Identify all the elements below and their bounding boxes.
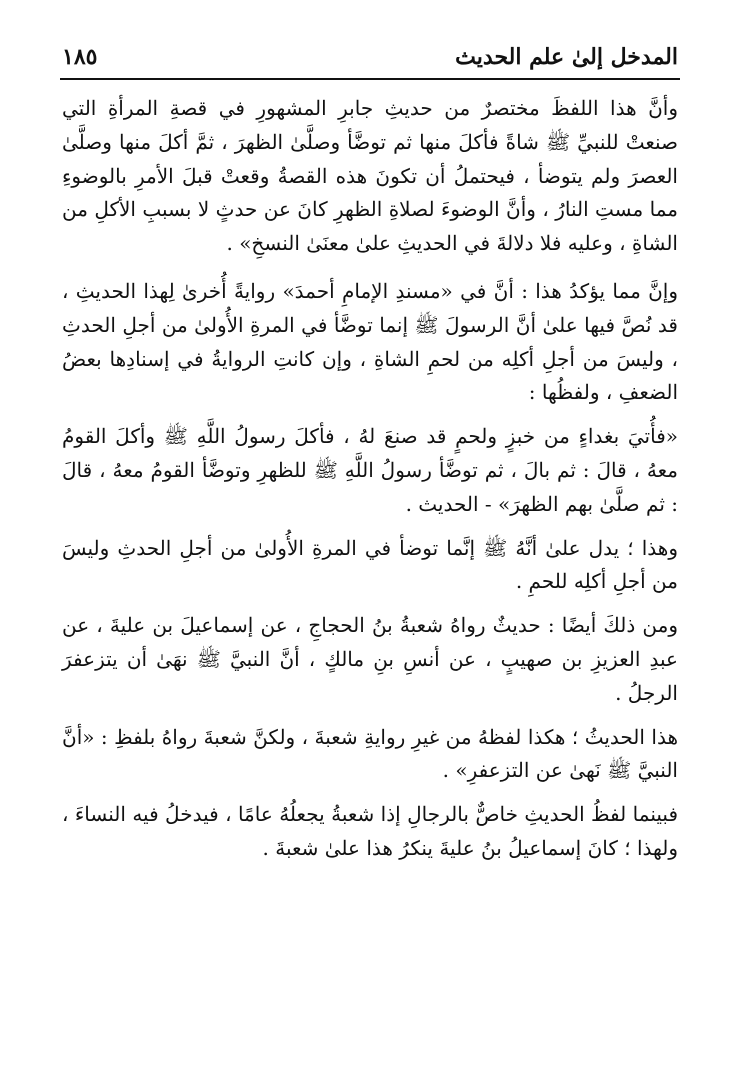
paragraph: ومن ذلكَ أيضًا : حديثٌ رواهُ شعبةُ بنُ الحجاجِ ، عن إسماعيلَ بن عليةَ ، عن عبدِ العزيزِ بن صهيبٍ ، عن أنسِ بنِ مالكٍ ، أنَّ النبيَّ ﷺ نهَىٰ أن يتزعفرَ الرجلُ .: [62, 613, 679, 705]
running-header: [62, 40, 678, 74]
paragraph: وإنَّ مما يؤكدُ هذا : أنَّ في «مسندِ الإمامِ أحمدَ» روايةً أُخرىٰ لِهذا الحديثِ ، قد نُصَّ فيها علىٰ أنَّ الرسولَ ﷺ إنما توضَّأ في المرةِ الأُولىٰ من أجلِ الحدثِ ، وليسَ من أجلِ أكلِه من لحمِ الشاةِ ، وإن كانتِ الروايةُ في إسنادِها بعضُ الضعفِ ، ولفظُها :: [62, 278, 678, 405]
paragraph: هذا الحديثُ ؛ هكذا لفظهُ من غيرِ روايةِ شعبةَ ، ولكنَّ شعبةَ رواهُ بلفظِ : «أنَّ النبيَّ ﷺ نَهىٰ عن التزعفرِ» .: [62, 724, 678, 783]
page-number: ١٨٥: [62, 44, 98, 70]
paragraph: وهذا ؛ يدل علىٰ أنَّهُ ﷺ إنَّما توضأ في المرةِ الأُولىٰ من أجلِ الحدثِ وليسَ من أجلِ أكلِه للحمِ .: [62, 535, 678, 594]
header-rule: [60, 78, 680, 80]
paragraph: وأنَّ هذا اللفظَ مختصرٌ من حديثِ جابرِ المشهورِ في قصةِ المرأةِ التي صنعتْ للنبيِّ ﷺ شاةً فأكلَ منها ثم توضَّأ وصلَّىٰ الظهرَ ، ثمَّ أكلَ منها وصلَّىٰ العصرَ ولم يتوضأ ، فيحتملُ أن تكونَ هذه القصةُ وقعتْ قبلَ الأمرِ بالوضوءِ مما مستِ النارُ ، وأنَّ الوضوءَ لصلاةِ الظهرِ كانَ عن حدثٍ لا بسببِ الأكلِ من الشاةِ ، وعليه فلا دلالةَ في الحديثِ علىٰ معنَىٰ النسخِ» .: [62, 96, 678, 256]
page-body: [62, 92, 678, 876]
paragraph: فبينما لفظُ الحديثِ خاصٌّ بالرجالِ إذا شعبةُ يجعلُهُ عامًا ، فيدخلُ فيه النساءَ ، ولهذا ؛ كانَ إسماعيلُ بنُ عليةَ ينكرُ هذا علىٰ شعبةَ .: [62, 802, 678, 860]
quoted-hadith-paragraph: «فأُتيَ بغداءٍ من خبزٍ ولحمٍ قد صنعَ لهُ ، فأكلَ رسولُ اللَّهِ ﷺ وأكلَ القومُ معهُ ، قالَ : ثم بالَ ، ثم توضَّأ رسولُ اللَّهِ ﷺ للظهرِ وتوضَّأ القومُ معهُ ، قالَ : ثم صلَّىٰ بهم الظهرَ» - الحديث .: [62, 424, 678, 516]
header-title: المدخل إلىٰ علم الحديث: [455, 44, 678, 70]
